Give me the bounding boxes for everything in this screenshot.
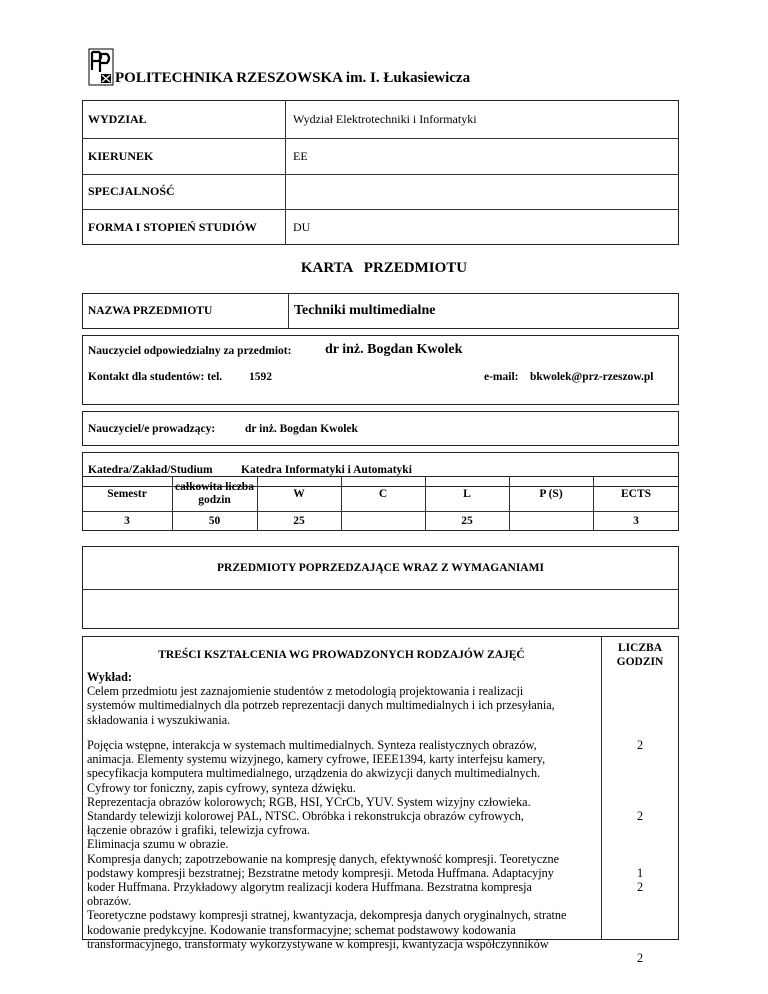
topic-line: koder Huffmana. Przykładowy algorytm realizacji kodera Huffmana. Bezstratna kompresja <box>87 880 532 895</box>
hours-value-total: 50 <box>208 515 221 527</box>
topic-line: łączenie obrazów i grafiki, telewizja cyfrowa. <box>87 823 310 838</box>
hours-header-ps: P (S) <box>539 487 563 500</box>
hours-header-total: całkowita liczba godzin <box>175 480 254 506</box>
hours-header-l: L <box>463 487 471 500</box>
hours-value-ects: 3 <box>633 515 639 527</box>
topic-line: animacja. Elementy systemu wizyjnego, kamery cyfrowe, IEEE1394, karty interfejsu kamery, <box>87 752 546 767</box>
topic-line: transformacyjnego, transformaty wykorzystywane w kompresji, kwantyzacja współczynników <box>87 936 549 951</box>
email-value[interactable]: bkwolek@prz-rzeszow.pl <box>530 371 654 383</box>
hours-header-semester: Semestr <box>107 487 147 500</box>
topic-line: Teoretyczne podstawy kompresji stratnej, kwantyzacja, dekompresja danych oryginalnych, stratne <box>87 908 567 923</box>
topic-hours: 2 <box>636 809 644 824</box>
contents-lecture-topics <box>87 738 566 951</box>
responsible-label: Nauczyciel odpowiedzialny za przedmiot: <box>88 345 292 357</box>
specialty-label: SPECJALNOŚĆ <box>88 184 175 198</box>
university-name: POLITECHNIKA RZESZOWSKA im. I. Łukasiewicza <box>115 70 471 86</box>
study-form-label: FORMA I STOPIEŃ STUDIÓW <box>88 219 257 234</box>
department-label: Katedra/Zakład/Studium <box>88 463 213 476</box>
topic-hours: 2 <box>636 738 644 752</box>
hours-header-c: C <box>378 487 388 500</box>
card-title: KARTA PRZEDMIOTU <box>300 260 468 276</box>
topic-line: Kompresja danych; zapotrzebowanie na kompresję danych, efektywność kompresji. Teoretyczne <box>87 851 560 866</box>
lecturers-label: Nauczyciel/e prowadzący: <box>88 422 216 435</box>
topic-hours: 1 <box>636 865 644 880</box>
contents-intro: Wykład: Celem przedmiotu jest zaznajomienie studentów z metodologią projektowania i realizacji systemów multimedialnych dla potrzeb reprezentacji danych multimedialnych i ich przesyłania, składowania i wyszukiwania. <box>87 670 555 727</box>
contents-hours-header: LICZBA GODZIN <box>616 642 664 668</box>
hours-value-l: 25 <box>461 515 473 527</box>
contact-label: Kontakt dla studentów: tel. <box>88 371 223 383</box>
hours-value-c <box>341 511 425 531</box>
contents-hours-column <box>601 738 679 965</box>
hours-value-ps <box>509 511 593 531</box>
phone-value: 1592 <box>249 371 272 383</box>
contents-title: TREŚCI KSZTAŁCENIA WG PROWADZONYCH RODZAJÓW ZAJĘĆ <box>158 649 525 661</box>
field-label: KIERUNEK <box>88 148 154 163</box>
email-label: e-mail: <box>484 371 519 383</box>
hours-value-semester: 3 <box>124 515 130 527</box>
department-value: Katedra Informatyki i Automatyki <box>241 463 412 476</box>
field-value: EE <box>293 148 308 163</box>
topic-line: podstawy kompresji bezstratnej; Bezstratne metody kompresji. Metoda Huffmana. Adaptacyjny <box>87 865 554 880</box>
faculty-value: Wydział Elektrotechniki i Informatyki <box>293 111 477 126</box>
topic-line: specyfikacja komputera multimedialnego, urządzenia do akwizycji danych multimedialnych. <box>87 766 541 781</box>
university-logo <box>88 48 114 86</box>
topic-line: Standardy telewizji kolorowej PAL, NTSC. Obróbka i rekonstrukcja obrazów cyfrowych, <box>87 809 524 824</box>
topic-hours: 2 <box>636 951 644 966</box>
topic-hours: 2 <box>636 880 644 895</box>
hours-header-w: W <box>293 487 305 500</box>
prerequisites-title: PRZEDMIOTY POPRZEDZAJĄCE WRAZ Z WYMAGANIAMI <box>217 561 544 574</box>
lecturers-value: dr inż. Bogdan Kwolek <box>245 422 358 435</box>
topic-line: Cyfrowy tor foniczny, zapis cyfrowy, synteza dźwięku. <box>87 780 356 795</box>
faculty-label: WYDZIAŁ <box>88 111 147 126</box>
topic-line: Pojęcia wstępne, interakcja w systemach multimedialnych. Synteza realistycznych obrazów, <box>87 738 537 752</box>
study-form-value: DU <box>293 219 311 234</box>
topic-line: obrazów. <box>87 894 132 909</box>
subject-label: NAZWA PRZEDMIOTU <box>88 305 213 317</box>
hours-header-ects: ECTS <box>620 487 652 500</box>
topic-line: kodowanie predykcyjne. Kodowanie transformacyjne; schemat podstawowy kodowania <box>87 922 516 937</box>
subject-name: Techniki multimedialne <box>294 303 436 318</box>
hours-value-w: 25 <box>293 515 305 527</box>
topic-line: Reprezentacja obrazów kolorowych; RGB, HSI, YCrCb, YUV. System wizyjny człowieka. <box>87 794 531 809</box>
responsible-name: dr inż. Bogdan Kwolek <box>325 342 463 357</box>
topic-line: Eliminacja szumu w obrazie. <box>87 837 229 852</box>
